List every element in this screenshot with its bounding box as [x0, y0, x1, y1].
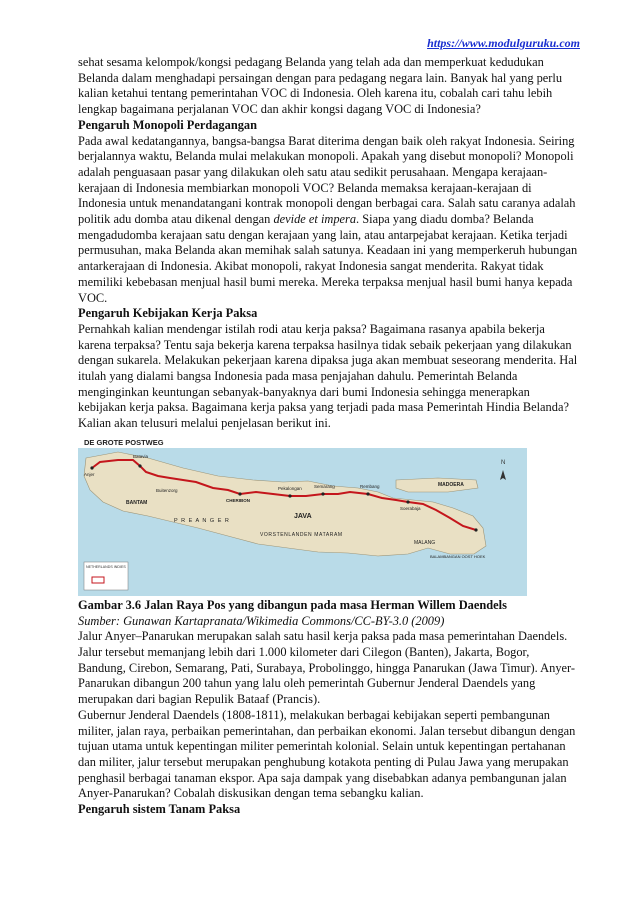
monopoli-paragraph — [78, 134, 578, 307]
label-java: JAVA — [294, 512, 312, 520]
madura-island — [396, 478, 478, 492]
monopoli-text-b: . Siapa yang diadu domba? Belanda mengadudomba kerajaan satu dengan kerajaan yang lain, atau antarpejabat kerajaan. Ketika terjadi permusuhan, maka Belanda akan memihak salah satunya. Keadaan ini yang memperkeruh hubungan antarkerajaan di Indonesia. Akibat monopoli, rakyat Indonesia sangat menderita. Rakyat tidak memiliki kebebasan menjual hasil bumi mereka. Mereka terpaksa menjual hasil bumi hanya kepada VOC. — [78, 212, 578, 305]
monopoli-text-a: Pada awal kedatangannya, bangsa-bangsa Barat diterima dengan baik oleh rakyat Indonesia. Seiring berjalannya waktu, Belanda mulai melakukan monopoli. Apakah yang disebut monopoli? Monopoli adalah penguasaan pasar yang dilakukan oleh satu atau sedikit perusahaan. Mengapa kerajaan-kerajaan di Indonesia membiarkan monopoli VOC? Belanda memaksa kerajaan-kerajaan di Indonesia untuk menandatangani kontrak monopoli dengan berbagai cara. Salah satu caranya adalah politik adu domba atau dikenal dengan — [78, 133, 576, 227]
section-heading-monopoli: Pengaruh Monopoli Perdagangan — [78, 117, 257, 132]
label-anjer: Anjer — [84, 471, 95, 477]
figure-source: Sumber: Gunawan Kartapranata/Wikimedia Commons/CC-BY-3.0 (2009) — [78, 613, 445, 628]
monopoli-term: devide et impera — [273, 212, 357, 227]
label-malang: MALANG — [414, 539, 436, 546]
label-buitenzorg: Buitenzorg — [156, 487, 178, 493]
label-semarang: Semarang — [314, 483, 335, 489]
map-figure — [78, 436, 527, 596]
anyer-panarukan-paragraph: Jalur Anyer–Panarukan merupakan salah satu hasil kerja paksa pada masa pemerintahan Daendels. Jalur tersebut memanjang lebih dari 1.000 kilometer dari Cilegon (Banten), Jakarta, Bogor, Bandung, Cirebon, Semarang, Pati, Surabaya, Probolinggo, hingga Panarukan (Jawa Timur). Anyer-Panarukan dibangun 200 tahun yang lalu oleh pemerintah Gubernur Jenderal Daendels yang merupakan dari bagian Repulik Bataaf (Prancis). — [78, 629, 576, 707]
map-title: DE GROTE POSTWEG — [84, 437, 164, 447]
section-heading-tanam-paksa: Pengaruh sistem Tanam Paksa — [78, 802, 241, 817]
page-content — [78, 55, 578, 818]
daendels-paragraph: Gubernur Jenderal Daendels (1808-1811), melakukan berbagai kebijakan seperti pembangunan militer, jalan raya, perbaikan pemerintahan, dan perbaikan ekonomi. Jalan tersebut dibangun dengan tujuan utama untuk kepentingan militer pemerintah kolonial. Selain untuk kepentingan pertahanan dan militer, jalur tersebut merupakan penghubung kotakota penting di Pulau Jawa yang merupakan penghasil berbagai tanaman ekspor. Apa saja dampak yang disebabkan adanya pembangunan jalan Anyer-Panarukan? Cobalah diskusikan dengan tema sebangku kalian. — [78, 707, 576, 801]
label-pekalongan: Pekalongan — [278, 485, 302, 491]
map-svg — [78, 436, 527, 596]
label-vorstenlanden: VORSTENLANDEN MATARAM — [260, 531, 343, 538]
header-url[interactable]: https://www.modulguruku.com — [427, 36, 580, 50]
inset-label: NETHERLANDS INDIES — [86, 564, 126, 569]
label-preanger: P R E A N G E R — [174, 517, 230, 524]
intro-paragraph: sehat sesama kelompok/kongsi pedagang Belanda yang telah ada dan memperkuat kedudukan Belanda dalam menghadapi persaingan dengan para pedagang negara lain. Banyak hal yang perlu kalian ketahui tentang pemerintahan VOC di Indonesia. Oleh karena itu, cobalah cari tahu lebih lengkap bagaimana perjalanan VOC dan akhir kongsi dagang VOC di Indonesia? — [78, 55, 563, 117]
label-batavia: Batavia — [133, 453, 149, 459]
figure-caption: Gambar 3.6 Jalan Raya Pos yang dibangun pada masa Herman Willem Daendels — [78, 597, 507, 612]
label-rembang: Rembang — [360, 483, 380, 489]
label-madoera: MADOERA — [438, 481, 464, 488]
kerja-paksa-paragraph: Pernahkah kalian mendengar istilah rodi atau kerja paksa? Bagaimana rasanya apabila bekerja karena terpaksa? Tentu saja bekerja karena terpaksa hasilnya tidak sebaik pekerjaan yang dilakukan dengan sukarela. Melakukan pekerjaan karena dipaksa juga akan membuat seseorang menderita. Hal itulah yang dialami bangsa Indonesia pada masa penjajahan dahulu. Pemerintah Belanda menginginkan keuntungan sebanyak-banyaknya dari bumi Indonesia sehingga menerapkan kebijakan kerja paksa. Bagaimana kerja paksa yang terjadi pada masa Pemerintah Hindia Belanda? Kalian akan telusuri melalui penjelasan berikut ini. — [78, 321, 578, 431]
label-bantam: BANTAM — [126, 499, 148, 506]
section-heading-kerja-paksa: Pengaruh Kebijakan Kerja Paksa — [78, 306, 258, 321]
label-balambangan: BALAMBANGAN OOST HOEK — [430, 553, 486, 559]
label-cheribon: CHERIBON — [226, 497, 251, 503]
label-soerabaja: Soerabaja — [400, 505, 421, 511]
north-label: N — [501, 459, 506, 466]
